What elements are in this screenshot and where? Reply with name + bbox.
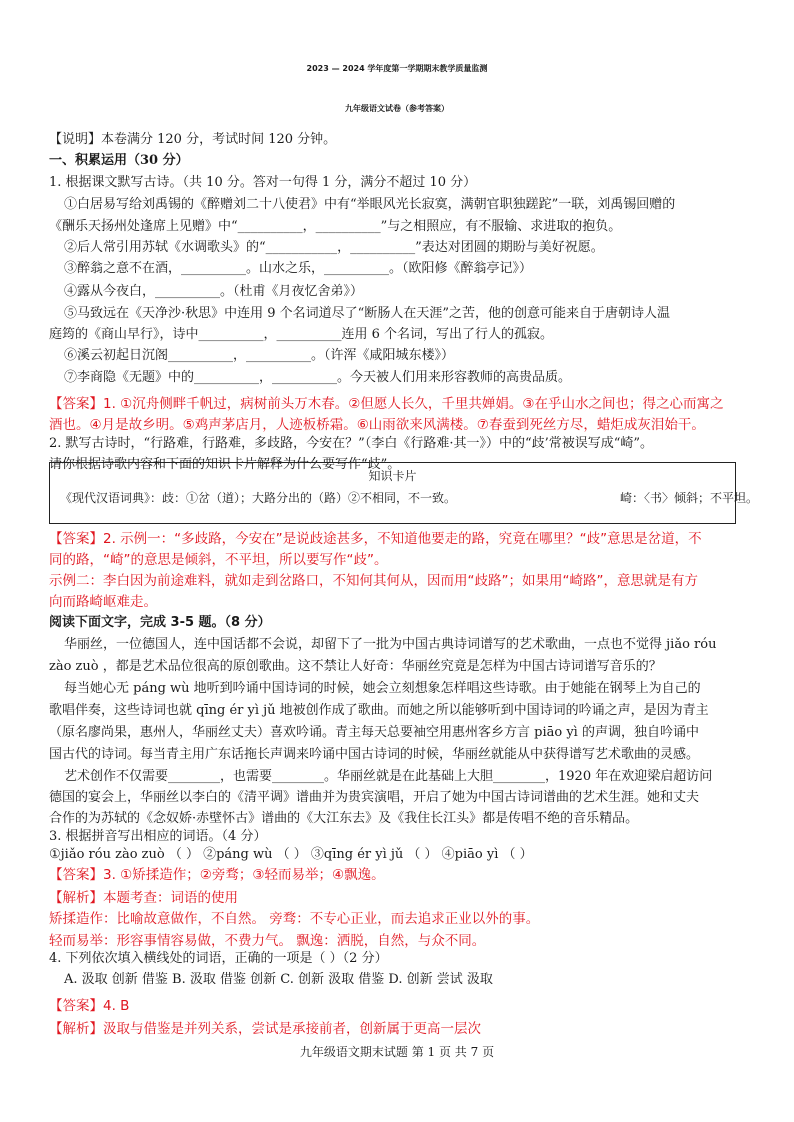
- text-line: ⑥溪云初起日沉阁__________，__________。（许浑《咸阳城东楼》）: [64, 348, 455, 363]
- knowledge-card-definition-qi: 《现代汉语词典》：歧：①岔（道）；大路分出的（路）②不相同，不一致。: [60, 491, 457, 505]
- text-line: 一、积累运用（30 分）: [49, 153, 189, 168]
- text-line: 请你根据诗歌内容和下面的知识卡片解释为什么要写作“歧”。: [49, 457, 401, 472]
- text-line: ⑦李商隐《无题》中的__________，__________。今天被人们用来形容教师的高贵品质。: [64, 370, 572, 385]
- page-footer: 九年级语文期末试题 第 1 页 共 7 页: [299, 1045, 495, 1059]
- text-line: 2. 默写古诗时，“行路难，行路难，多歧路，今安在？”（李白《行路难·其一》）中的“歧’常被误写成“崎”。: [49, 436, 654, 451]
- answer-line: 酒也。④月是故乡明。⑤鸡声茅店月，人迹板桥霜。⑥山雨欲来风满楼。⑦春蚕到死丝方尽，蜡炬成灰泪始干。: [49, 417, 705, 433]
- text-line: 庭筠的《商山早行》，诗中__________，__________连用 6 个名词，写出了行人的孤寂。: [49, 327, 554, 342]
- text-line: 3. 根据拼音写出相应的词语。（4 分）: [49, 829, 267, 844]
- text-line: 国古代的诗词。每当青主用广东话拖长声调来吟诵中国古诗词的时候，华丽丝就能从中获得谱写艺术歌曲的灵感。: [49, 747, 700, 762]
- answer-line: 【答案】1. ①沉舟侧畔千帆过，病树前头万木春。②但愿人长久，千里共婵娟。③在乎山水之间也；得之心而寓之: [49, 396, 724, 412]
- text-line: ④露从今夜白，__________。（杜甫《月夜忆舍弟》）: [64, 284, 364, 299]
- text-line: ③醉翁之意不在酒，__________。山水之乐，__________。（欧阳修《醉翁亭记》）: [64, 261, 533, 276]
- answer-line: 示例二：李白因为前途难料，就如走到岔路口，不知何其何从，因而用“歧路”；如果用“崎路”，意思就是有方: [49, 573, 698, 589]
- text-line: 歌唱伴奏，这些诗词也就 qīng ér yì jǔ 地被创作成了歌曲。而她之所以能够听到中国诗词的吟诵之声，是因为青主: [49, 703, 709, 718]
- text-line: A. 汲取 创新 借鉴 B. 汲取 借鉴 创新 C. 创新 汲取 借鉴 D. 创新 尝试 汲取: [64, 972, 493, 987]
- text-line: 每当她心无 páng wù 地听到吟诵中国诗词的时候，她会立刻想象怎样唱这些诗歌。由于她能在钢琴上为自己的: [64, 681, 701, 696]
- text-line: 华丽丝，一位德国人，连中国话都不会说，却留下了一批为中国古典诗词谱写的艺术歌曲，一点也不觉得 jiǎo róu: [64, 637, 717, 652]
- text-line: 阅读下面文字，完成 3-5 题。（8 分）: [49, 615, 271, 630]
- text-line: 4. 下列依次填入横线处的词语，正确的一项是（ ）（2 分）: [49, 951, 388, 966]
- text-line: 【说明】本卷满分 120 分，考试时间 120 分钟。: [49, 132, 337, 147]
- text-line: ②后人常引用苏轼《水调歌头》的“___________，__________”表达对团圆的期盼与美好祝愿。: [64, 240, 604, 255]
- answer-line: 轻而易举：形容事情容易做，不费力气。 飘逸：洒脱，自然，与众不同。: [49, 933, 486, 949]
- text-line: 德国的宴会上，华丽丝以李白的《清平调》谱曲并为贵宾演唱，开启了她为中国古诗词谱曲的艺术生涯。她和丈夫: [49, 790, 700, 805]
- text-line: zào zuò ，都是艺术品位很高的原创歌曲。这不禁让人好奇：华丽丝究竟是怎样为中国古诗词谱写音乐的？: [49, 659, 662, 674]
- text-line: （原名廖尚果，惠州人，华丽丝丈夫）喜欢吟诵。青主每天总要袖空用惠州客乡方言 piāo yì 的声调，独自吟诵中: [49, 725, 699, 740]
- text-line: ①jiǎo róu zào zuò （ ） ②páng wù （ ） ③qīng ér yì jǔ （ ） ④piāo yì （ ）: [49, 847, 533, 862]
- answer-line: 【解析】本题考查：词语的使用: [49, 890, 238, 906]
- answer-line: 矫揉造作：比喻故意做作，不自然。 旁骛：不专心正业，而去追求正业以外的事。: [49, 911, 540, 927]
- answer-line: 【解析】汲取与借鉴是并列关系，尝试是承接前者，创新属于更高一层次: [49, 1021, 481, 1037]
- knowledge-card: [49, 462, 759, 524]
- knowledge-card-title: 知识卡片: [368, 469, 417, 483]
- text-line: 《酬乐天扬州处逢席上见赠》中“__________，__________”与之相照应，有不服输、求进取的抱负。: [49, 219, 622, 234]
- answer-line: 【答案】4. B: [49, 998, 130, 1014]
- answer-line: 【答案】2. 示例一：“多歧路，今安在”是说歧途甚多，不知道他要走的路，究竟在哪里？“歧”意思是岔道，不: [49, 531, 702, 547]
- knowledge-card-definition-qi-rugged: 崎：〈书〉倾斜；不平坦。: [620, 491, 759, 505]
- text-line: ①白居易写给刘禹锡的《醉赠刘二十八使君》中有“举眼风光长寂寞，满朝官职独蹉跎”一联，刘禹锡回赠的: [64, 197, 676, 212]
- page-subtitle: 九年级语文试卷（参考答案）: [345, 104, 449, 113]
- answer-line: 同的路，“崎”的意思是倾斜，不平坦，所以要写作“歧”。: [49, 552, 388, 568]
- answer-line: 向而路崎岖难走。: [49, 594, 157, 610]
- text-line: 1. 根据课文默写古诗。（共 10 分。答对一句得 1 分，满分不超过 10 分）: [49, 175, 477, 190]
- text-line: ⑤马致远在《天净沙·秋思》中连用 9 个名词道尽了“断肠人在天涯”之苦，他的创意可能来自于唐朝诗人温: [64, 306, 670, 321]
- text-line: 合作的为苏轼的《念奴娇·赤壁怀古》谱曲的《大江东去》及《我住长江头》都是传唱不绝的音乐精品。: [49, 811, 639, 826]
- answer-line: 【答案】3. ①矫揉造作；②旁骛；③轻而易举；④飘逸。: [49, 867, 385, 883]
- text-line: 艺术创作不仅需要________，也需要________。华丽丝就是在此基础上大胆________，1920 年在欢迎梁启超访问: [64, 769, 713, 784]
- page-title: 2023 — 2024 学年度第一学期期末教学质量监测: [306, 64, 488, 73]
